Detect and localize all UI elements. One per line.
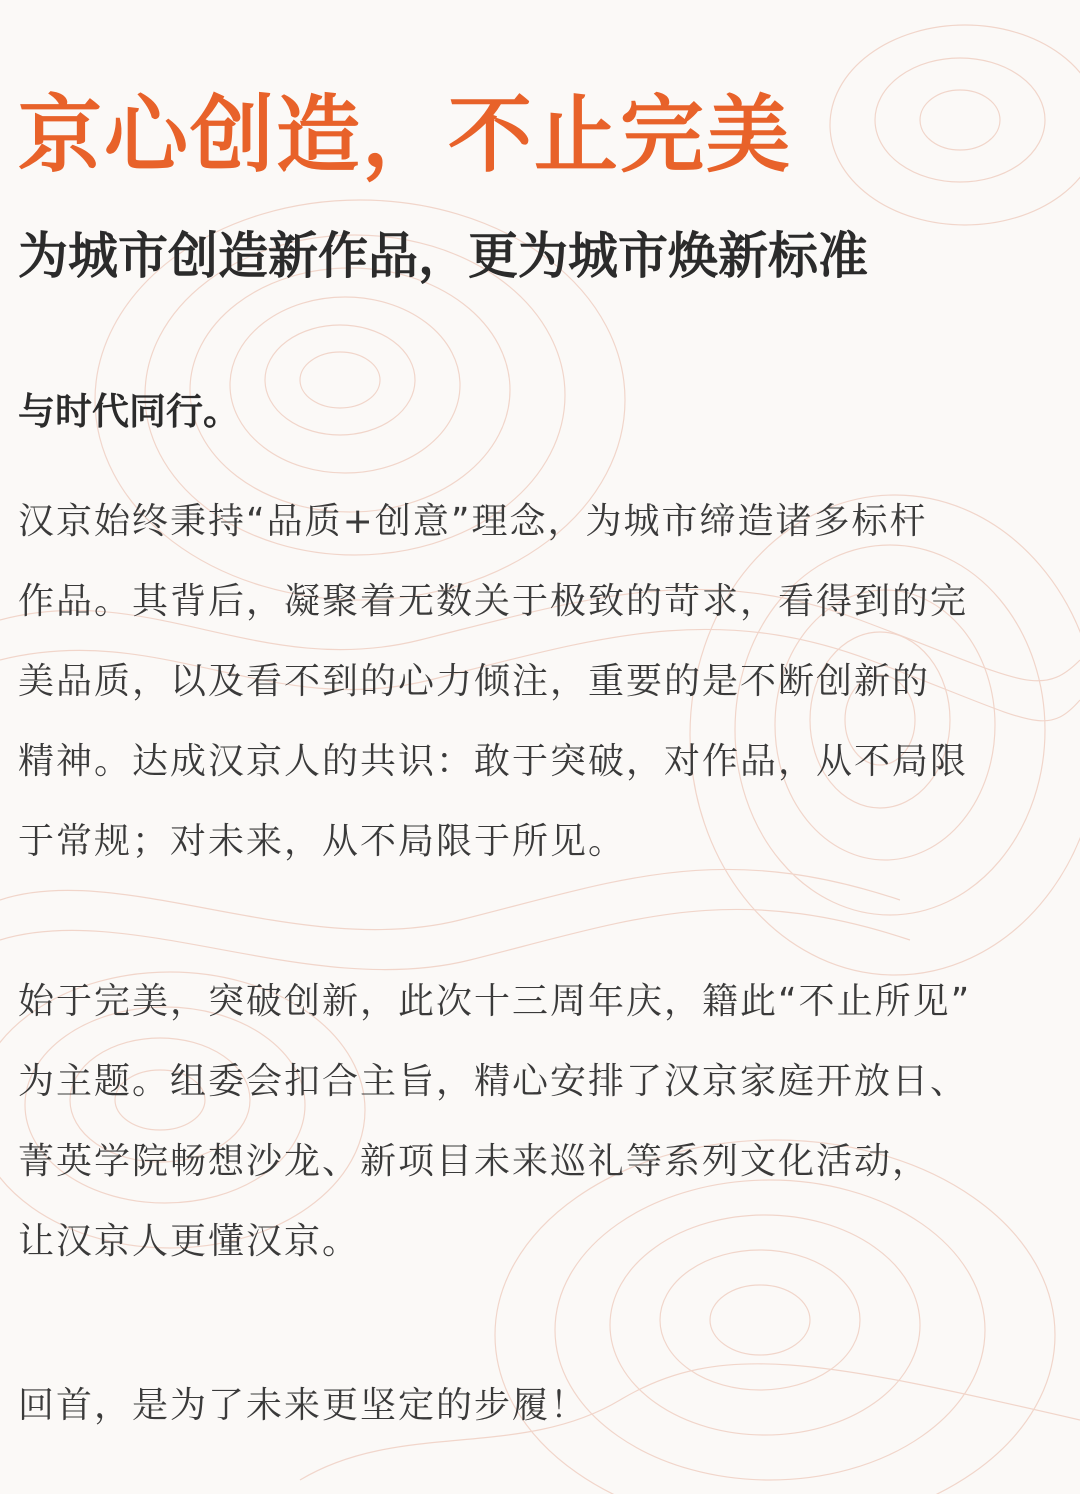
- paragraph-line: 菁英学院畅想沙龙、新项目未来巡礼等系列文化活动，: [18, 1141, 931, 1182]
- paragraph-line: 美品质，以及看不到的心力倾注，重要的是不断创新的: [18, 661, 931, 702]
- paragraph-line: 汉京始终秉持“品质+创意”理念，为城市缔造诸多标杆: [18, 501, 928, 542]
- paragraph-brand-philosophy: [18, 482, 1068, 882]
- paragraph-line: 始于完美，突破创新，此次十三周年庆，籍此“不止所见”: [18, 981, 972, 1022]
- lead-sentence: 与时代同行。: [18, 390, 240, 433]
- paragraph-anniversary: [18, 962, 1068, 1282]
- page-title: 京心创造，不止完美: [18, 86, 793, 184]
- page-subtitle: 为城市创造新作品，更为城市焕新标准: [18, 227, 868, 285]
- closing-sentence: 回首，是为了未来更坚定的步履！: [18, 1385, 589, 1426]
- paragraph-line: 为主题。组委会扣合主旨，精心安排了汉京家庭开放日、: [18, 1061, 969, 1102]
- paragraph-line: 作品。其背后，凝聚着无数关于极致的苛求，看得到的完: [18, 581, 969, 622]
- paragraph-line: 让汉京人更懂汉京。: [18, 1221, 361, 1262]
- paragraph-line: 于常规；对未来，从不局限于所见。: [18, 821, 627, 862]
- paragraph-line: 精神。达成汉京人的共识：敢于突破，对作品，从不局限: [18, 741, 969, 782]
